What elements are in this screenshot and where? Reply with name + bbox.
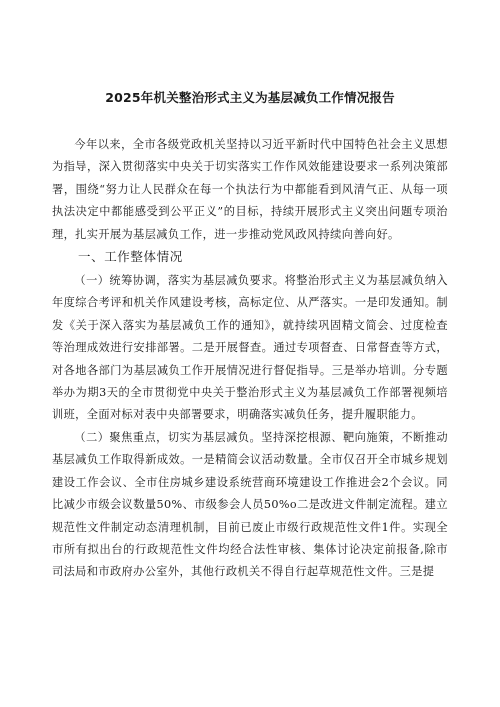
intro-paragraph: 今年以来，全市各级党政机关坚持以习近平新时代中国特色社会主义思想为指导，深入贯彻落实中央关于切实落实工作作风效能建设要求一系列决策部署，围绕“努力让人民群众在每一个执法行为中都能看到风清气正、从每一项执法决定中都能感受到公平正义”的目标，持续开展形式主义突出问题专项治理，扎实开展为基层减负工作，进一步推动党风政风持续向善向好。: [52, 138, 448, 241]
section-paragraph-2: （二）聚焦重点，切实为基层减负。坚持深挖根源、靶向施策，不断推动基层减负工作取得新成效。一是精简会议活动数量。全市仅召开全市城乡规划建设工作会议、全市住房城乡建设系统营商环境建设工作推进会2个会议。同比减少市级会议数量50%、市级参会人员50%o二是改进文件制定流程。建立规范性文件制定动态清理机制，目前已废止市级行政规范性文件1件。实现全市所有拟出台的行政规范性文件均经合法性审核、集体讨论决定前报备,除市司法局和市政府办公室外，其他行政机关不得自行起草规范性文件。三是提: [52, 430, 448, 579]
section-paragraph-1: （一）统筹协调，落实为基层减负要求。将整治形式主义为基层减负纳入年度综合考评和机关作风建设考核，高标定位、从严落实。一是印发通知。制发《关于深入落实为基层减负工作的通知》，就持续巩固精文简会、过度检查等治理成效进行安排部署。二是开展督查。通过专项督查、日常督查等方式，对各地各部门为基层减负工作开展情况进行督促指导。三是举办培训。分专题举办为期3天的全市贯彻党中央关于整治形式主义为基层减负工作部署视频培训班，全面对标对表中央部署要求，明确落实减负任务，提升履职能力。: [52, 274, 448, 422]
document-title: 2025年机关整治形式主义为基层减负工作情况报告: [105, 90, 395, 105]
section-heading: 一、工作整体情况: [78, 249, 183, 265]
